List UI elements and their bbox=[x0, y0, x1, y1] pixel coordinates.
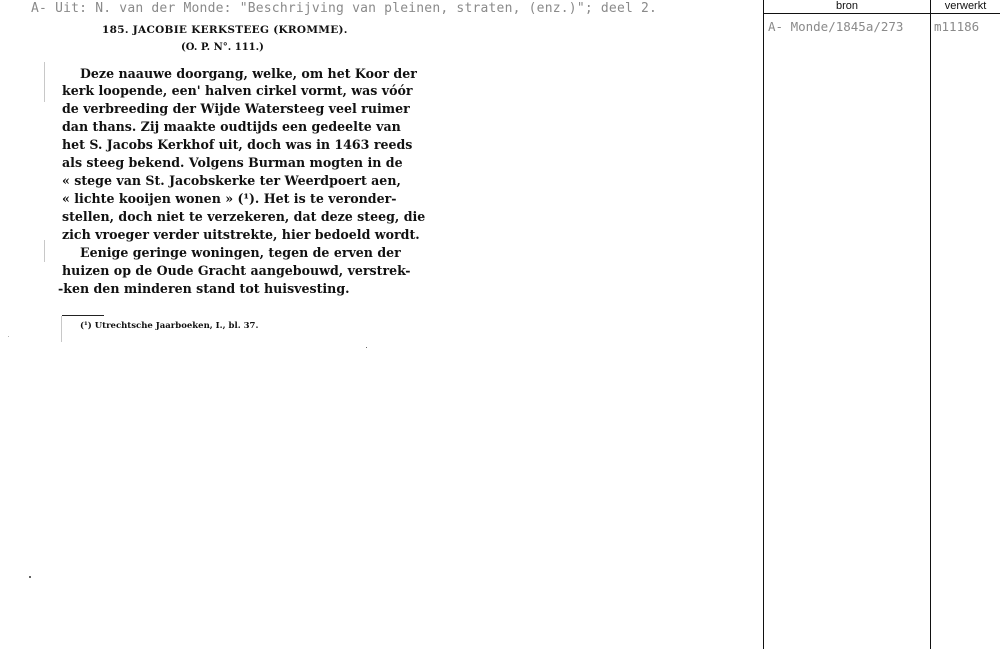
body-line: Deze naauwe doorgang, welke, om het Koor der bbox=[80, 66, 417, 81]
footnote: (¹) Utrechtsche Jaarboeken, I., bl. 37. bbox=[80, 321, 259, 331]
column-header-verwerkt: verwerkt bbox=[944, 0, 987, 12]
body-line: Eenige geringe woningen, tegen de erven der bbox=[80, 245, 401, 260]
footnote-rule bbox=[62, 315, 104, 316]
column-header-bron: bron bbox=[835, 0, 859, 12]
scan-speck bbox=[29, 576, 31, 578]
cell-verwerkt: m11186 bbox=[934, 19, 980, 34]
body-line: -ken den minderen stand tot huisvesting. bbox=[58, 281, 350, 296]
scan-margin-mark bbox=[61, 316, 62, 342]
scan-margin-mark bbox=[44, 240, 45, 262]
table-column-divider bbox=[930, 0, 931, 649]
scan-margin-mark bbox=[44, 62, 45, 102]
body-line: « lichte kooijen wonen » (¹). Het is te veronder- bbox=[62, 191, 397, 206]
article-title: 185. JACOBIE KERKSTEEG (KROMME). bbox=[102, 24, 348, 36]
body-line: huizen op de Oude Gracht aangebouwd, verstrek- bbox=[62, 263, 411, 278]
body-line: de verbreeding der Wijde Watersteeg veel ruimer bbox=[62, 101, 410, 116]
body-line: stellen, doch niet te verzekeren, dat deze steeg, die bbox=[62, 209, 426, 224]
table-left-border bbox=[763, 0, 764, 649]
body-line: kerk loopende, een' halven cirkel vormt, was vóór bbox=[62, 83, 413, 98]
body-line: als steeg bekend. Volgens Burman mogten in de bbox=[62, 155, 403, 170]
body-line: het S. Jacobs Kerkhof uit, doch was in 1463 reeds bbox=[62, 137, 413, 152]
source-header-line: A- Uit: N. van der Monde: "Beschrijving van pleinen, straten, (enz.)"; deel 2. bbox=[31, 1, 658, 16]
body-line: dan thans. Zij maakte oudtijds een gedeelte van bbox=[62, 119, 401, 134]
cell-bron: A- Monde/1845a/273 bbox=[768, 19, 904, 34]
body-line: zich vroeger verder uitstrekte, hier bedoeld wordt. bbox=[62, 227, 420, 242]
body-line: « stege van St. Jacobskerke ter Weerdpoert aen, bbox=[62, 173, 401, 188]
scan-speck bbox=[366, 347, 367, 348]
article-subtitle: (O. P. N°. 111.) bbox=[181, 42, 264, 53]
scan-speck bbox=[8, 336, 9, 337]
